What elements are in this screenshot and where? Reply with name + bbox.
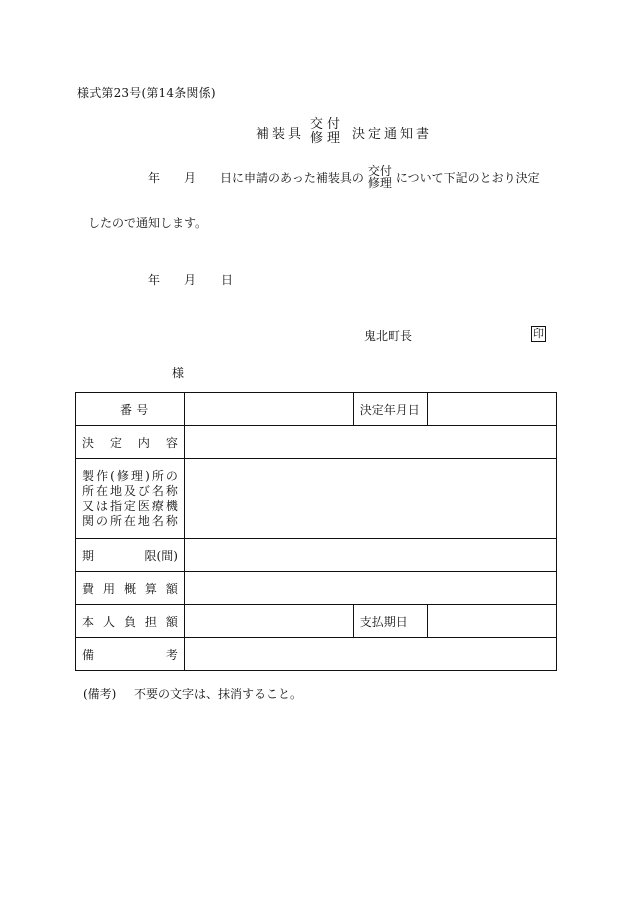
table-row [76, 539, 557, 572]
seal-mark: 印 [533, 327, 544, 340]
self-pay-label: 本 人 負 担 額 [82, 614, 178, 629]
number-field[interactable] [184, 393, 353, 426]
body-line-1-end: について下記のとおり決定 [395, 170, 540, 185]
title-option-issue: 交付 [310, 117, 345, 132]
decision-content-label: 決 定 内 容 [82, 435, 178, 450]
label-cell [76, 539, 185, 572]
table-row [76, 426, 557, 459]
maker-label-line-2: 所 在 地 及 び 名 称 [82, 483, 178, 498]
body-option-repair: 修理 [367, 176, 392, 190]
self-pay-field[interactable] [184, 605, 353, 638]
cost-field[interactable] [184, 572, 556, 605]
remark-note-label: (備考) [83, 687, 117, 701]
date-month-mark: 月 [184, 273, 197, 287]
label-cell [76, 605, 185, 638]
remark-note [83, 685, 302, 702]
form-number: 様式第23号(第14条関係) [77, 86, 216, 100]
body-line-1-mid: 日に申請のあった補装具の [220, 170, 364, 185]
decision-date-label: 決定年月日 [353, 393, 427, 426]
decision-content-field[interactable] [184, 426, 556, 459]
label-cell [76, 393, 185, 426]
decision-date-field[interactable] [427, 393, 556, 426]
table-row [76, 459, 557, 539]
document-title [256, 118, 432, 146]
notice-table [75, 392, 557, 671]
maker-field[interactable] [184, 459, 556, 539]
date-year-mark: 年 [148, 273, 161, 287]
table-row [76, 393, 557, 426]
maker-label [76, 459, 185, 539]
addressee-suffix: 様 [172, 366, 185, 380]
title-option-stack [310, 118, 344, 146]
table-row [76, 605, 557, 638]
maker-label-line-4: 関 の 所 在 地 名 称 [82, 513, 178, 528]
table-row [76, 572, 557, 605]
pay-date-label: 支払期日 [353, 605, 427, 638]
label-cell [76, 426, 185, 459]
body-line-1 [148, 165, 540, 189]
issuer-title: 鬼北町長 [364, 329, 413, 343]
date-day-mark: 日 [221, 273, 234, 287]
body-line-2: したので通知します。 [88, 216, 208, 230]
number-label: 番 号 [119, 402, 149, 417]
remark-note-text: 不要の文字は、抹消すること。 [134, 687, 303, 701]
cost-label: 費 用 概 算 額 [82, 581, 178, 596]
table-row [76, 638, 557, 671]
period-label-second: 限(間) [144, 548, 178, 563]
maker-label-line-3: 又 は 指 定 医 療 機 [82, 498, 178, 513]
remarks-field[interactable] [184, 638, 556, 671]
body-option-stack [368, 165, 392, 189]
body-year-mark: 年 [148, 170, 161, 185]
title-option-repair: 修理 [310, 131, 345, 146]
label-cell [76, 572, 185, 605]
label-cell [76, 638, 185, 671]
body-option-issue: 交付 [367, 164, 392, 178]
body-month-mark: 月 [184, 170, 197, 185]
period-field[interactable] [184, 539, 556, 572]
period-label-first: 期 [82, 548, 95, 563]
title-prefix: 補装具 [256, 126, 305, 142]
pay-date-field[interactable] [427, 605, 556, 638]
remarks-label: 備 考 [82, 647, 178, 662]
maker-label-line-1: 製 作 ( 修 理 ) 所 の [82, 468, 178, 483]
period-label [82, 547, 178, 564]
title-suffix: 決定通知書 [352, 126, 433, 142]
